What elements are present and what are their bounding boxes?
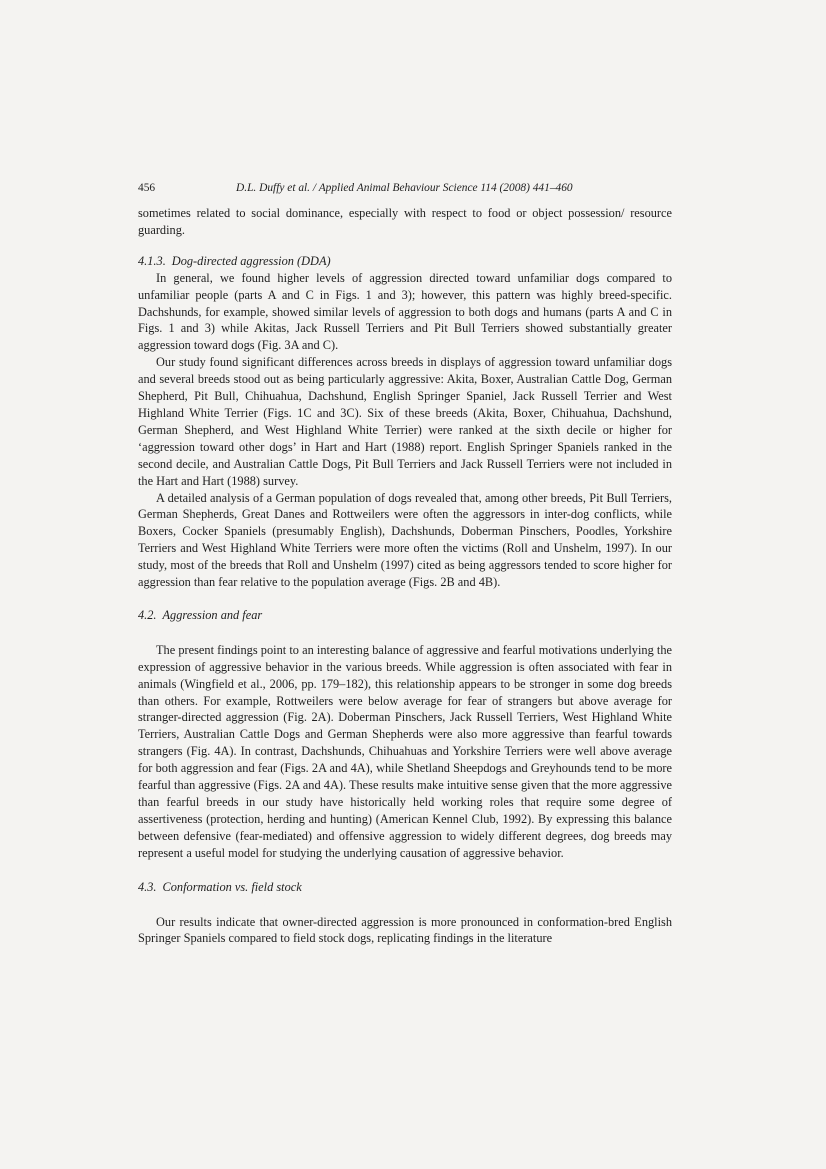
section-title: Dog-directed aggression (DDA) [171,253,331,268]
section-heading-4-1-3 [138,253,672,270]
paragraph: Our results indicate that owner-directed aggression is more pronounced in conformation-bred English Springer Spaniels compared to field stock dogs, replicating findings in the literature [138,914,672,946]
paragraph: Our study found significant differences across breeds in displays of aggression toward unfamiliar dogs and several breeds stood out as being particularly aggressive: Akita, Boxer, Australian Cattle Dog, German Shepherd, Pit Bull, Chihuahua, Dachshund, English Springer Spaniel, Jack Russell Terrier and West Highland White Terrier (Figs. 1C and 3C). Six of these breeds (Akita, Boxer, Chihuahua, Dachshund, German Shepherd, and West Highland White Terrier) were ranked at the sixth decile or higher for ‘aggression toward other dogs’ in Hart and Hart (1988) report. English Springer Spaniels ranked in the second decile, and Australian Cattle Dogs, Pit Bull Terriers and Jack Russell Terriers were not included in the Hart and Hart (1988) survey. [138,355,672,488]
section-title: Conformation vs. field stock [162,879,302,894]
page-header [138,180,672,196]
paragraph: In general, we found higher levels of aggression directed toward unfamiliar dogs compared to unfamiliar people (parts A and C in Figs. 1 and 3); however, this pattern was highly breed-specific. Dachshunds, for example, showed similar levels of aggression to both dogs and humans (parts A and C in Figs. 1 and 3) while Akitas, Jack Russell Terriers and Pit Bull Terriers showed substantially greater aggression toward dogs (Fig. 3A and C). [138,270,672,353]
section-number: 4.2. [138,607,157,622]
section-heading-4-2 [138,607,672,624]
section-title: Aggression and fear [162,607,263,622]
paragraph: The present findings point to an interesting balance of aggressive and fearful motivations underlying the expression of aggressive behavior in the various breeds. While aggression is often associated with fear in animals (Wingfield et al., 2006, pp. 179–182), this relationship appears to be stronger in some dog breeds than others. For example, Rottweilers were below average for fear of strangers but above average for stranger-directed aggression (Fig. 2A). Doberman Pinschers, Jack Russell Terriers, West Highland White Terriers, Australian Cattle Dogs and German Shepherds were also more aggressive than fearful towards strangers (Fig. 4A). In contrast, Dachshunds, Chihuahuas and Yorkshire Terriers were well above average for both aggression and fear (Figs. 2A and 4A), while Shetland Sheepdogs and Greyhounds tend to be more fearful than aggressive (Figs. 2A and 4A). These results make intuitive sense given that the more aggressive than fearful breeds in our study have historically held working roles that require some degree of assertiveness (protection, herding and hunting) (American Kennel Club, 1992). By expressing this balance between defensive (fear-mediated) and offensive aggression to widely different degrees, dog breeds may represent a useful model for studying the underlying causation of aggressive behavior. [138,642,672,860]
page-number: 456 [138,182,156,194]
section-number: 4.3. [138,879,157,894]
section-heading-4-3 [138,879,672,896]
section-number: 4.1.3. [138,253,166,268]
continuation-paragraph: sometimes related to social dominance, especially with respect to food or object possession/ resource guarding. [138,206,672,237]
body-text [138,205,672,947]
running-head: D.L. Duffy et al. / Applied Animal Behaviour Science 114 (2008) 441–460 [236,182,573,194]
paragraph: A detailed analysis of a German population of dogs revealed that, among other breeds, Pit Bull Terriers, German Shepherds, Great Danes and Rottweilers were often the aggressors in inter-dog conflicts, while Boxers, Cocker Spaniels (presumably English), Dachshunds, Doberman Pinschers, Poodles, Yorkshire Terriers and West Highland White Terriers were more often the victims (Roll and Unshelm, 1997). In our study, most of the breeds that Roll and Unshelm (1997) cited as being aggressors tended to score higher for aggression than fear relative to the population average (Figs. 2B and 4B). [138,490,672,590]
